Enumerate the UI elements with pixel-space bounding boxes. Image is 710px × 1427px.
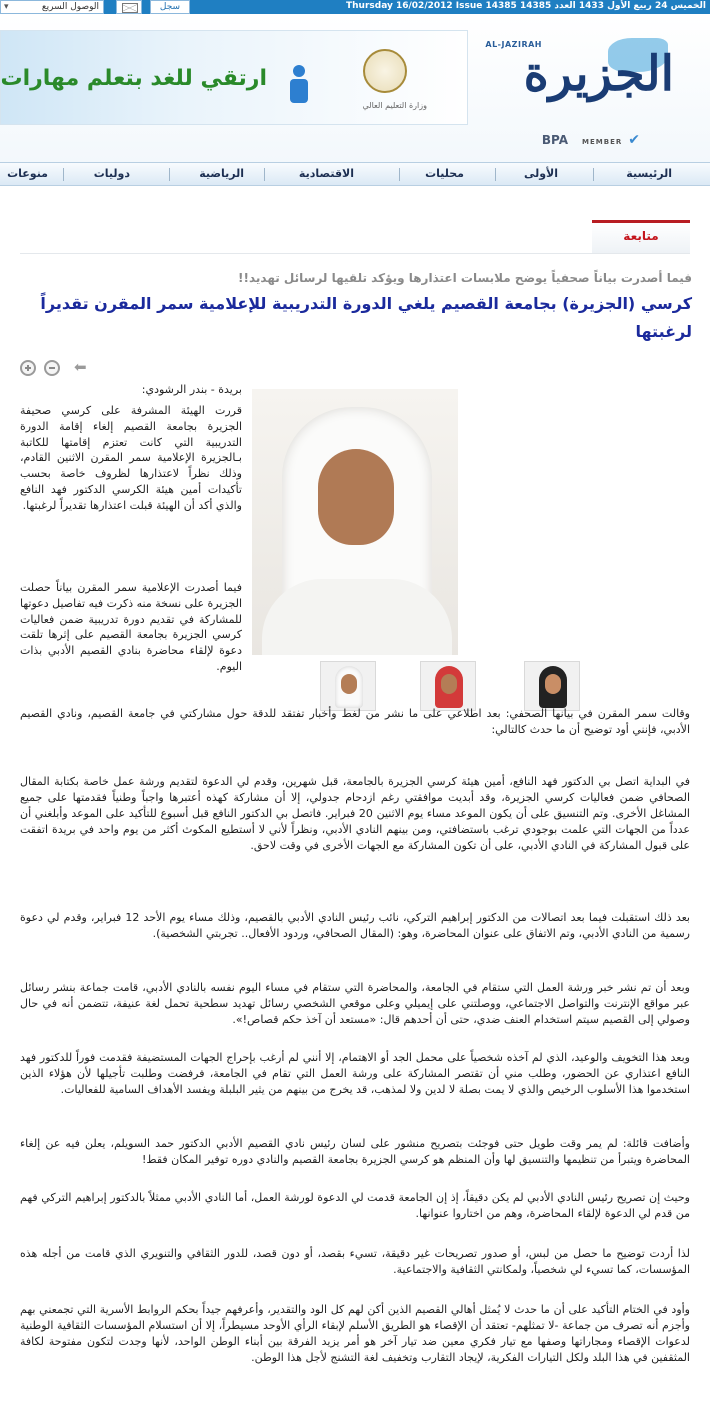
student-figure-icon [281, 65, 317, 115]
nav-item-local[interactable]: محليات [425, 167, 464, 180]
article-kicker: فيما أصدرت بياناً صحفياً يوضح ملابسات اعتذارها ويؤكد تلقيها لرسائل تهديد!! [238, 271, 692, 285]
nav-divider [63, 168, 64, 181]
bpa-text: BPA [541, 133, 569, 147]
nav-divider [593, 168, 594, 181]
issue-date: الخميس 24 ربيع الأول 1433 العدد 14385 Thursday 16/02/2012 Issue 14385 [346, 1, 706, 11]
register-button[interactable]: سجل [150, 0, 190, 14]
article-paragraph: في البداية اتصل بي الدكتور فهد النافع، أمين هيئة كرسي الجزيرة بالجامعة، قبل شهرين، وقدم لي الدعوة لتقديم ورشة عمل خاصة بكتابة المقال الصحافي ضمن فعاليات كرسي الجزيرة، وقد أبديت موافقتي رغم ازدحام جدولي، إلا أن مشاركة كهذه أعتبرها واجباً وطنياً فقدمتها على جميع المشاغل الأخرى. وتم التنسيق على أن يكون الموعد مساء يوم الاثنين 20 فبراير. فاتصل بي الدكتور النافع قبل أسبوع للتأكيد على الموعد وأبلغني أن عدداً من الجهات التي علمت بوجودي ترغب باستضافتي، ومن بينهم النادي الأدبي، ونظراً لأني لا أستطيع المكوث أكثر من يوم واحد في بريدة اتفقت على قبول المشاركة في النادي الأدبي، على أن تكون المشاركة مع الجهات الأخرى في وقت لاحق. [20, 775, 690, 852]
article-paragraph: وبعد هذا التخويف والوعيد، الذي لم آخذه شخصياً على محمل الجد أو الاهتمام، إلا أنني لم أرغب بإحراج الجهات المستضيفة فقدمت فوراً للدكتور فهد النافع اعتذاري عن الحضور، وطلب مني أن تقتصر المشاركة على ورشة العمل التي تقام في الجامعة، فرفضت وطلبت تأجيلها لأن هؤلاء الذين استخدموا هذا الأسلوب الرخيص والذي لا يمت بصلة لا لدين ولا لمذهب، قد يخرج من بينهم من يثير البلبلة ويفسد الأهداف السامية للفعاليات. [20, 1051, 690, 1096]
section-divider [20, 253, 690, 254]
zoom-out-icon[interactable] [44, 360, 60, 376]
article-paragraph: لذا أردت توضيح ما حصل من لبس، أو صدور تصريحات غير دقيقة، تسيء بقصد، أو دون قصد، للدور الثقافي والتنويري الذي قامت من أجله هذه المؤسسات، كما تسيء لي شخصياً، ولمكانتي الثقافية والاجتماعية. [20, 1247, 690, 1276]
article-paragraph: قررت الهيئة المشرفة على كرسي صحيفة الجزيرة بجامعة القصيم إلغاء إقامة الدورة التدريبية التي كانت تعتزم إقامتها للكاتبة بـالجزيرة الإعلامية سمر المقرن الاثنين القادم، وذلك نظراً لاعتذارها لظروف خاصة بحسب تأكيدات أمين هيئة الكرسي الدكتور فهد النافع والذي أكد أن الهيئة قبلت اعتذارها تقديراً لرغبتها. [20, 404, 242, 512]
article-paragraph: وقالت سمر المقرن في بيانها الصحفي: بعد اطلاعي على ما نشر من لغط وأخبار تفتقد للدقة حول مشاركتي في جامعة القصيم، ونادي القصيم الأدبي، فإنني أود توضيح أن ما حدث كالتالي: [20, 707, 690, 736]
thumbnail-image[interactable] [420, 661, 476, 711]
article-paragraph: وحيث إن تصريح رئيس النادي الأدبي لم يكن دقيقاً، إذ إن الجامعة قدمت لي الدعوة لورشة العمل، أما النادي الأدبي ممثلاً بالدكتور إبراهيم التركي فهم من قدم لي الدعوة لإلقاء المحاضرة، وهم من اختاروا عنوانها. [20, 1191, 690, 1220]
ad-banner[interactable] [0, 30, 468, 125]
back-arrow-icon[interactable]: ⬅ [74, 358, 87, 376]
article-paragraph: فيما أصدرت الإعلامية سمر المقرن بياناً حصلت الجزيرة على نسخة منه ذكرت فيه تفاصيل دعوتها للمشاركة في تقديم دورة تدريبية ضمن فعاليات كرسي الجزيرة بجامعة القصيم على إثرها تلقت دعوة لإلقاء محاضرة بنادي القصيم الأدبي بذات اليوم. [20, 581, 242, 673]
nav-divider [495, 168, 496, 181]
check-icon: ✔ [628, 132, 640, 148]
thumbnail-image[interactable] [320, 661, 376, 711]
article-headline: كرسي (الجزيرة) بجامعة القصيم يلغي الدورة التدريبية للإعلامية سمر المقرن تقديراً لرغبتها [40, 294, 692, 341]
nav-item-world[interactable]: دوليات [93, 167, 130, 180]
top-bar [0, 0, 710, 14]
nav-item-front[interactable]: الأولى [523, 167, 558, 180]
thumbnail-image[interactable] [524, 661, 580, 711]
photo-thumbnails [320, 661, 580, 711]
author-photo[interactable] [252, 389, 458, 655]
nav-divider [399, 168, 400, 181]
nav-item-economy[interactable]: الاقتصادية [298, 167, 354, 180]
text-tools [20, 358, 100, 376]
quick-access-select[interactable]: ▾ الوصول السريع [0, 0, 104, 14]
article-paragraph: بعد ذلك استقبلت فيما بعد اتصالات من الدكتور إبراهيم التركي، نائب رئيس النادي الأدبي بالقصيم، وذلك مساء يوم الأحد 12 فبراير، وقدم لي دعوة رسمية من النادي الأدبي، وتم الاتفاق على عنوان المحاضرة، وهو: (المقال الصحافي، وردود الأفعال.. تجربتي الشخصية). [20, 911, 690, 940]
nav-item-home[interactable]: الرئيسية [626, 167, 672, 180]
logo-text: الجزيرة [523, 46, 674, 102]
site-header [0, 14, 710, 162]
banner-slogan: ارتقي للغد بتعلم مهارات [0, 66, 267, 91]
mail-icon[interactable] [116, 0, 142, 14]
bpa-member-badge [542, 132, 640, 148]
article-paragraph: وبعد أن تم نشر خبر ورشة العمل التي ستقام في الجامعة، والمحاضرة التي ستقام في مساء اليوم نفسه بالنادي الأدبي، قامت جماعة بنشر رسائل عبر مواقع الإنترنت والتواصل الاجتماعي، ووصلتني على إيميلي وعلى موقعي الشخصي رسائل تهديد سطحية تحمل لغة عنيفة، تتضمن أنه في حال وصولي إلى القصيم سيتم استخدام العنف ضدي، حتى أن أحدهم قال: «مستعد أن آخذ حكم قصاص!». [20, 981, 690, 1026]
logo-en-text: AL-JAZIRAH [485, 40, 542, 49]
nav-divider [264, 168, 265, 181]
ministry-emblem-icon [363, 49, 407, 93]
section-label[interactable]: متابعة [592, 220, 690, 254]
site-logo[interactable] [474, 34, 674, 122]
zoom-in-icon[interactable] [20, 360, 36, 376]
nav-item-sports[interactable]: الرياضية [199, 167, 244, 180]
article-byline: بريدة - بندر الرشودي: [141, 383, 242, 396]
nav-divider [169, 168, 170, 181]
main-nav [0, 162, 710, 186]
nav-item-misc[interactable]: منوعات [7, 167, 48, 180]
banner-ministry: وزارة التعليم العالي [362, 101, 427, 110]
bpa-member-text: MEMBER [582, 138, 623, 146]
article-paragraph: وأود في الختام التأكيد على أن ما حدث لا يُمثل أهالي القصيم الذين أكن لهم كل الود والتقدير، وأعرفهم جيداً بحكم الروابط الأسرية التي تجمعني بهم وأجزم أنه تصرف من جماعة -لا تمثلهم- تعتقد أن الإقصاء هو الطريق الأسلم لإبقاء الرأي الأوحد مسيطراً، إلا أن استسلام المؤسسات الثقافية الوطنية لدعوات الإقصاء ومجاراتها وصفها مع تيار فكري معين ضد تيار آخر هو أمر يزيد الفرقة بين أبناء الوطن الواحد، لأنها وجدت لتكون مفتوحة لكافة المثقفين في هذا البلد ولكل التيارات الفكرية، لإيجاد التقارب وتخفيف لغة التشنج لأجل هذا الوطن. [20, 1303, 690, 1364]
article-paragraph: وأضافت قائلة: لم يمر وقت طويل حتى فوجئت بتصريح منشور على لسان رئيس نادي القصيم الأدبي الدكتور حمد السويلم، يعلن فيه عن إلغاء المحاضرة ويتبرأ من تنظيمها والتنسيق لها وأن المنظم هو كرسي الجزيرة بجامعة القصيم والنادي دوره توفير المكان فقط! [20, 1137, 690, 1166]
